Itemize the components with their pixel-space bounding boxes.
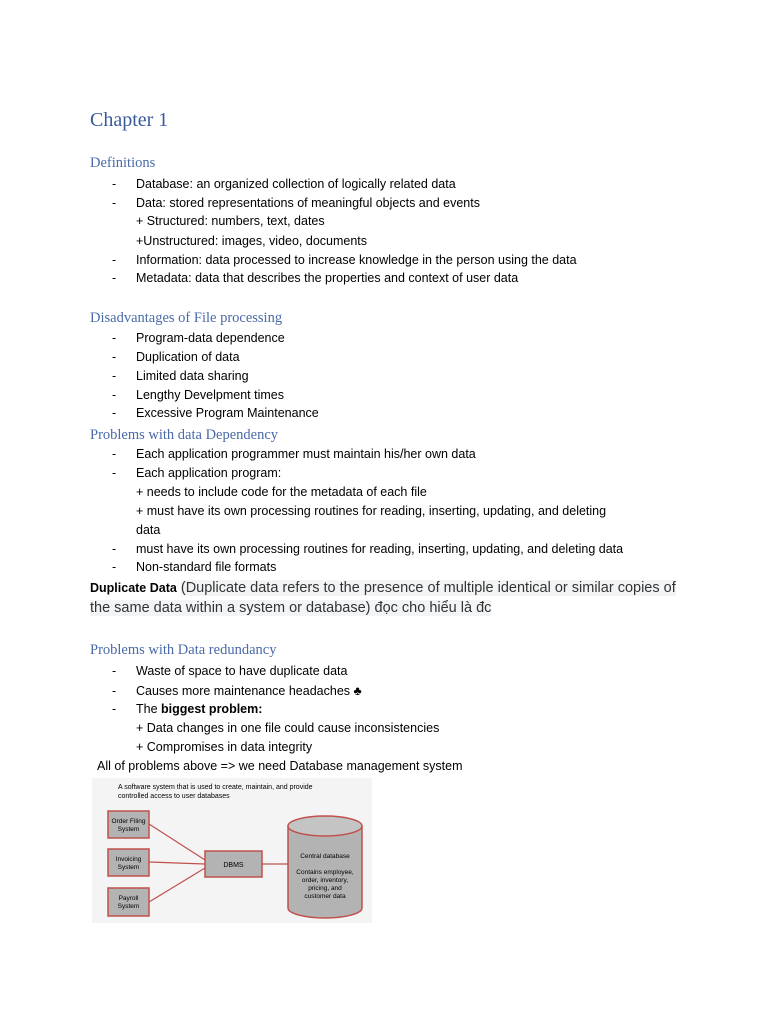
- bullet-dash: -: [112, 447, 117, 461]
- chapter-title: Chapter 1: [90, 109, 169, 131]
- bullet-dash: -: [112, 331, 117, 345]
- list-item: must have its own processing routines for reading, inserting, updating, and deleting data: [136, 542, 624, 556]
- redundancy-heading: Problems with Data redundancy: [90, 642, 277, 658]
- definition-information: Information: data processed to increase knowledge in the person using the data: [136, 253, 577, 267]
- definitions-heading: Definitions: [90, 155, 156, 171]
- dbms-diagram: [92, 778, 372, 923]
- duplicate-data-text: (Duplicate data refers to the presence of multiple identical or similar copies of the same data within a system or database) đọc cho hiểu là đc: [90, 580, 676, 616]
- bullet-dash: -: [112, 406, 117, 420]
- list-item: Program-data dependence: [136, 331, 285, 345]
- db-desc: pricing, and: [308, 885, 342, 892]
- connector-line: [149, 868, 205, 902]
- db-desc: Contains employee,: [296, 869, 354, 876]
- box-label: Payroll: [118, 895, 139, 902]
- list-item: Each application program:: [136, 466, 282, 480]
- disadvantages-heading: Disadvantages of File processing: [90, 310, 283, 326]
- bullet-dash: -: [112, 702, 117, 716]
- box-label: System: [117, 903, 140, 910]
- duplicate-data-paragraph: [90, 578, 690, 618]
- bullet-dash: -: [112, 253, 117, 267]
- box-label: System: [117, 864, 140, 871]
- db-title: Central database: [300, 853, 350, 860]
- duplicate-data-label: Duplicate Data: [90, 581, 177, 595]
- db-desc: customer data: [304, 893, 346, 900]
- definition-metadata: Metadata: data that describes the properties and context of user data: [136, 271, 519, 285]
- bullet-dash: -: [112, 196, 117, 210]
- bullet-dash: -: [112, 684, 117, 698]
- payroll-system-box: [108, 888, 149, 916]
- list-item: [136, 702, 262, 716]
- dbms-diagram-svg: [92, 778, 372, 923]
- connector-line: [149, 862, 205, 864]
- cylinder-top: [288, 816, 362, 836]
- biggest-problem-bold: biggest problem:: [161, 702, 263, 716]
- sub-item: + needs to include code for the metadata of each file: [136, 485, 427, 499]
- bullet-dash: -: [112, 369, 117, 383]
- list-item: Waste of space to have duplicate data: [136, 664, 348, 678]
- definition-database: Database: an organized collection of logically related data: [136, 177, 456, 191]
- list-item: Causes more maintenance headaches ♣: [136, 684, 362, 698]
- dependency-heading: Problems with data Dependency: [90, 427, 279, 443]
- bullet-dash: -: [112, 271, 117, 285]
- bullet-dash: -: [112, 664, 117, 678]
- bullet-dash: -: [112, 560, 117, 574]
- connector-line: [149, 824, 205, 860]
- list-item: Limited data sharing: [136, 369, 249, 383]
- biggest-problem-prefix: The: [136, 702, 162, 716]
- bullet-dash: -: [112, 466, 117, 480]
- sub-item: + must have its own processing routines for reading, inserting, updating, and deleting: [136, 504, 607, 518]
- diagram-caption-line1: A software system that is used to create, maintain, and provide: [118, 784, 313, 791]
- sub-item-continuation: data: [136, 523, 161, 537]
- sub-unstructured: +Unstructured: images, video, documents: [136, 234, 368, 248]
- sub-item: + Data changes in one file could cause inconsistencies: [136, 721, 440, 735]
- box-label: Order Filing: [111, 818, 146, 825]
- dbms-label: DBMS: [223, 862, 244, 869]
- definition-data: Data: stored representations of meaningful objects and events: [136, 196, 480, 210]
- diagram-caption-line2: controlled access to user databases: [118, 793, 230, 800]
- bullet-dash: -: [112, 388, 117, 402]
- box-label: Invoicing: [115, 856, 142, 863]
- list-item: Each application programmer must maintain his/her own data: [136, 447, 476, 461]
- bullet-dash: -: [112, 542, 117, 556]
- bullet-dash: -: [112, 350, 117, 364]
- sub-structured: + Structured: numbers, text, dates: [136, 214, 325, 228]
- bullet-dash: -: [112, 177, 117, 191]
- conclusion-line: All of problems above => we need Database management system: [97, 759, 463, 773]
- list-item: Non-standard file formats: [136, 560, 277, 574]
- sub-item: + Compromises in data integrity: [136, 740, 313, 754]
- db-desc: order, inventory,: [301, 877, 349, 884]
- box-label: System: [117, 826, 140, 833]
- list-item: Excessive Program Maintenance: [136, 406, 319, 420]
- list-item: Lengthy Develpment times: [136, 388, 284, 402]
- list-item: Duplication of data: [136, 350, 240, 364]
